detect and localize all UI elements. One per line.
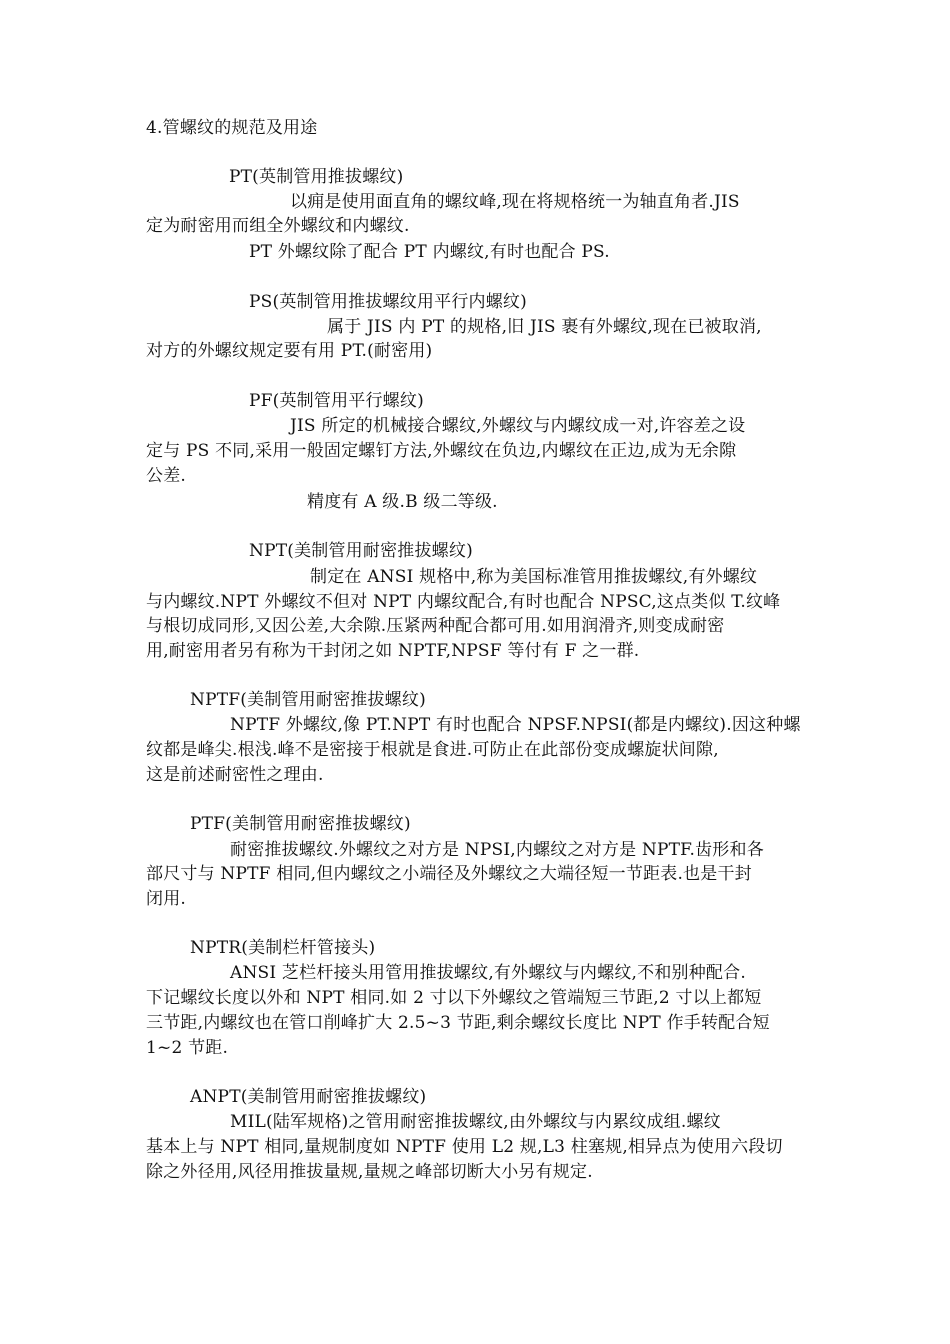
ptf-text-line: 闭用.: [146, 889, 187, 909]
doc-title: 4.管螺纹的规范及用途: [146, 118, 318, 138]
nptr-text-line: ANSI 芝栏杆接头用管用推拔螺纹,有外螺纹与内螺纹,不和别种配合.: [230, 963, 746, 983]
npt-text-line: 用,耐密用者另有称为干封闭之如 NPTF,NPSF 等付有 F 之一群.: [146, 641, 640, 661]
pf-text-line: 定与 PS 不同,采用一般固定螺钉方法,外螺纹在负边,内螺纹在正边,成为无余隙: [146, 441, 737, 461]
nptf-text-line: NPTF 外螺纹,像 PT.NPT 有时也配合 NPSF.NPSI(都是内螺纹).因这种螺: [230, 715, 801, 735]
npt-text-line: 制定在 ANSI 规格中,称为美国标准管用推拔螺纹,有外螺纹: [310, 567, 758, 587]
nptf-heading: NPTF(美制管用耐密推拔螺纹): [190, 690, 426, 710]
npt-text-line: 与根切成同形,又因公差,大余隙.压紧两种配合都可用.如用润滑齐,则变成耐密: [146, 616, 725, 636]
anpt-heading: ANPT(美制管用耐密推拔螺纹): [190, 1087, 427, 1107]
pf-text-line: 公差.: [146, 466, 187, 486]
pf-text-line: 精度有 A 级.B 级二等级.: [307, 492, 498, 512]
ps-heading: PS(英制管用推拔螺纹用平行内螺纹): [249, 292, 527, 312]
npt-heading: NPT(美制管用耐密推拔螺纹): [249, 541, 473, 561]
nptf-text-line: 这是前述耐密性之理由.: [146, 765, 324, 785]
ptf-text-line: 耐密推拔螺纹.外螺纹之对方是 NPSI,内螺纹之对方是 NPTF.齿形和各: [230, 840, 764, 860]
anpt-text-line: 除之外径用,风径用推拔量规,量规之峰部切断大小另有规定.: [146, 1162, 593, 1182]
ptf-heading: PTF(美制管用耐密推拔螺纹): [190, 814, 411, 834]
anpt-text-line: MIL(陆军规格)之管用耐密推拔螺纹,由外螺纹与内累纹成组.螺纹: [230, 1112, 721, 1132]
nptr-text-line: 1~2 节距.: [146, 1038, 229, 1058]
pt-text-line: 以痈是使用面直角的螺纹峰,现在将规格统一为轴直角者.JIS: [290, 192, 740, 212]
ps-text-line: 对方的外螺纹规定要有用 PT.(耐密用): [146, 341, 433, 361]
nptr-text-line: 下记螺纹长度以外和 NPT 相同.如 2 寸以下外螺纹之管端短三节距,2 寸以上都短: [146, 988, 762, 1008]
nptf-text-line: 纹都是峰尖.根浅.峰不是密接于根就是食进.可防止在此部份变成螺旋状间隙,: [146, 740, 719, 760]
pf-text-line: JIS 所定的机械接合螺纹,外螺纹与内螺纹成一对,许容差之设: [290, 416, 746, 436]
npt-text-line: 与内螺纹.NPT 外螺纹不但对 NPT 内螺纹配合,有时也配合 NPSC,这点类似 T.纹峰: [146, 592, 781, 612]
anpt-text-line: 基本上与 NPT 相同,量规制度如 NPTF 使用 L2 规,L3 柱塞规,相异点为使用六段切: [146, 1137, 783, 1157]
pf-heading: PF(英制管用平行螺纹): [249, 391, 424, 411]
pt-heading: PT(英制管用推拔螺纹): [229, 167, 404, 187]
ps-text-line: 属于 JIS 内 PT 的规格,旧 JIS 裹有外螺纹,现在已被取消,: [327, 317, 762, 337]
nptr-text-line: 三节距,内螺纹也在管口削峰扩大 2.5~3 节距,剩余螺纹长度比 NPT 作手转配合短: [146, 1013, 770, 1033]
pt-text-line: 定为耐密用而组全外螺纹和内螺纹.: [146, 216, 410, 236]
pt-text-line: PT 外螺纹除了配合 PT 内螺纹,有时也配合 PS.: [249, 242, 610, 262]
nptr-heading: NPTR(美制栏杆管接头): [190, 938, 376, 958]
ptf-text-line: 部尺寸与 NPTF 相同,但内螺纹之小端径及外螺纹之大端径短一节距表.也是干封: [146, 864, 752, 884]
